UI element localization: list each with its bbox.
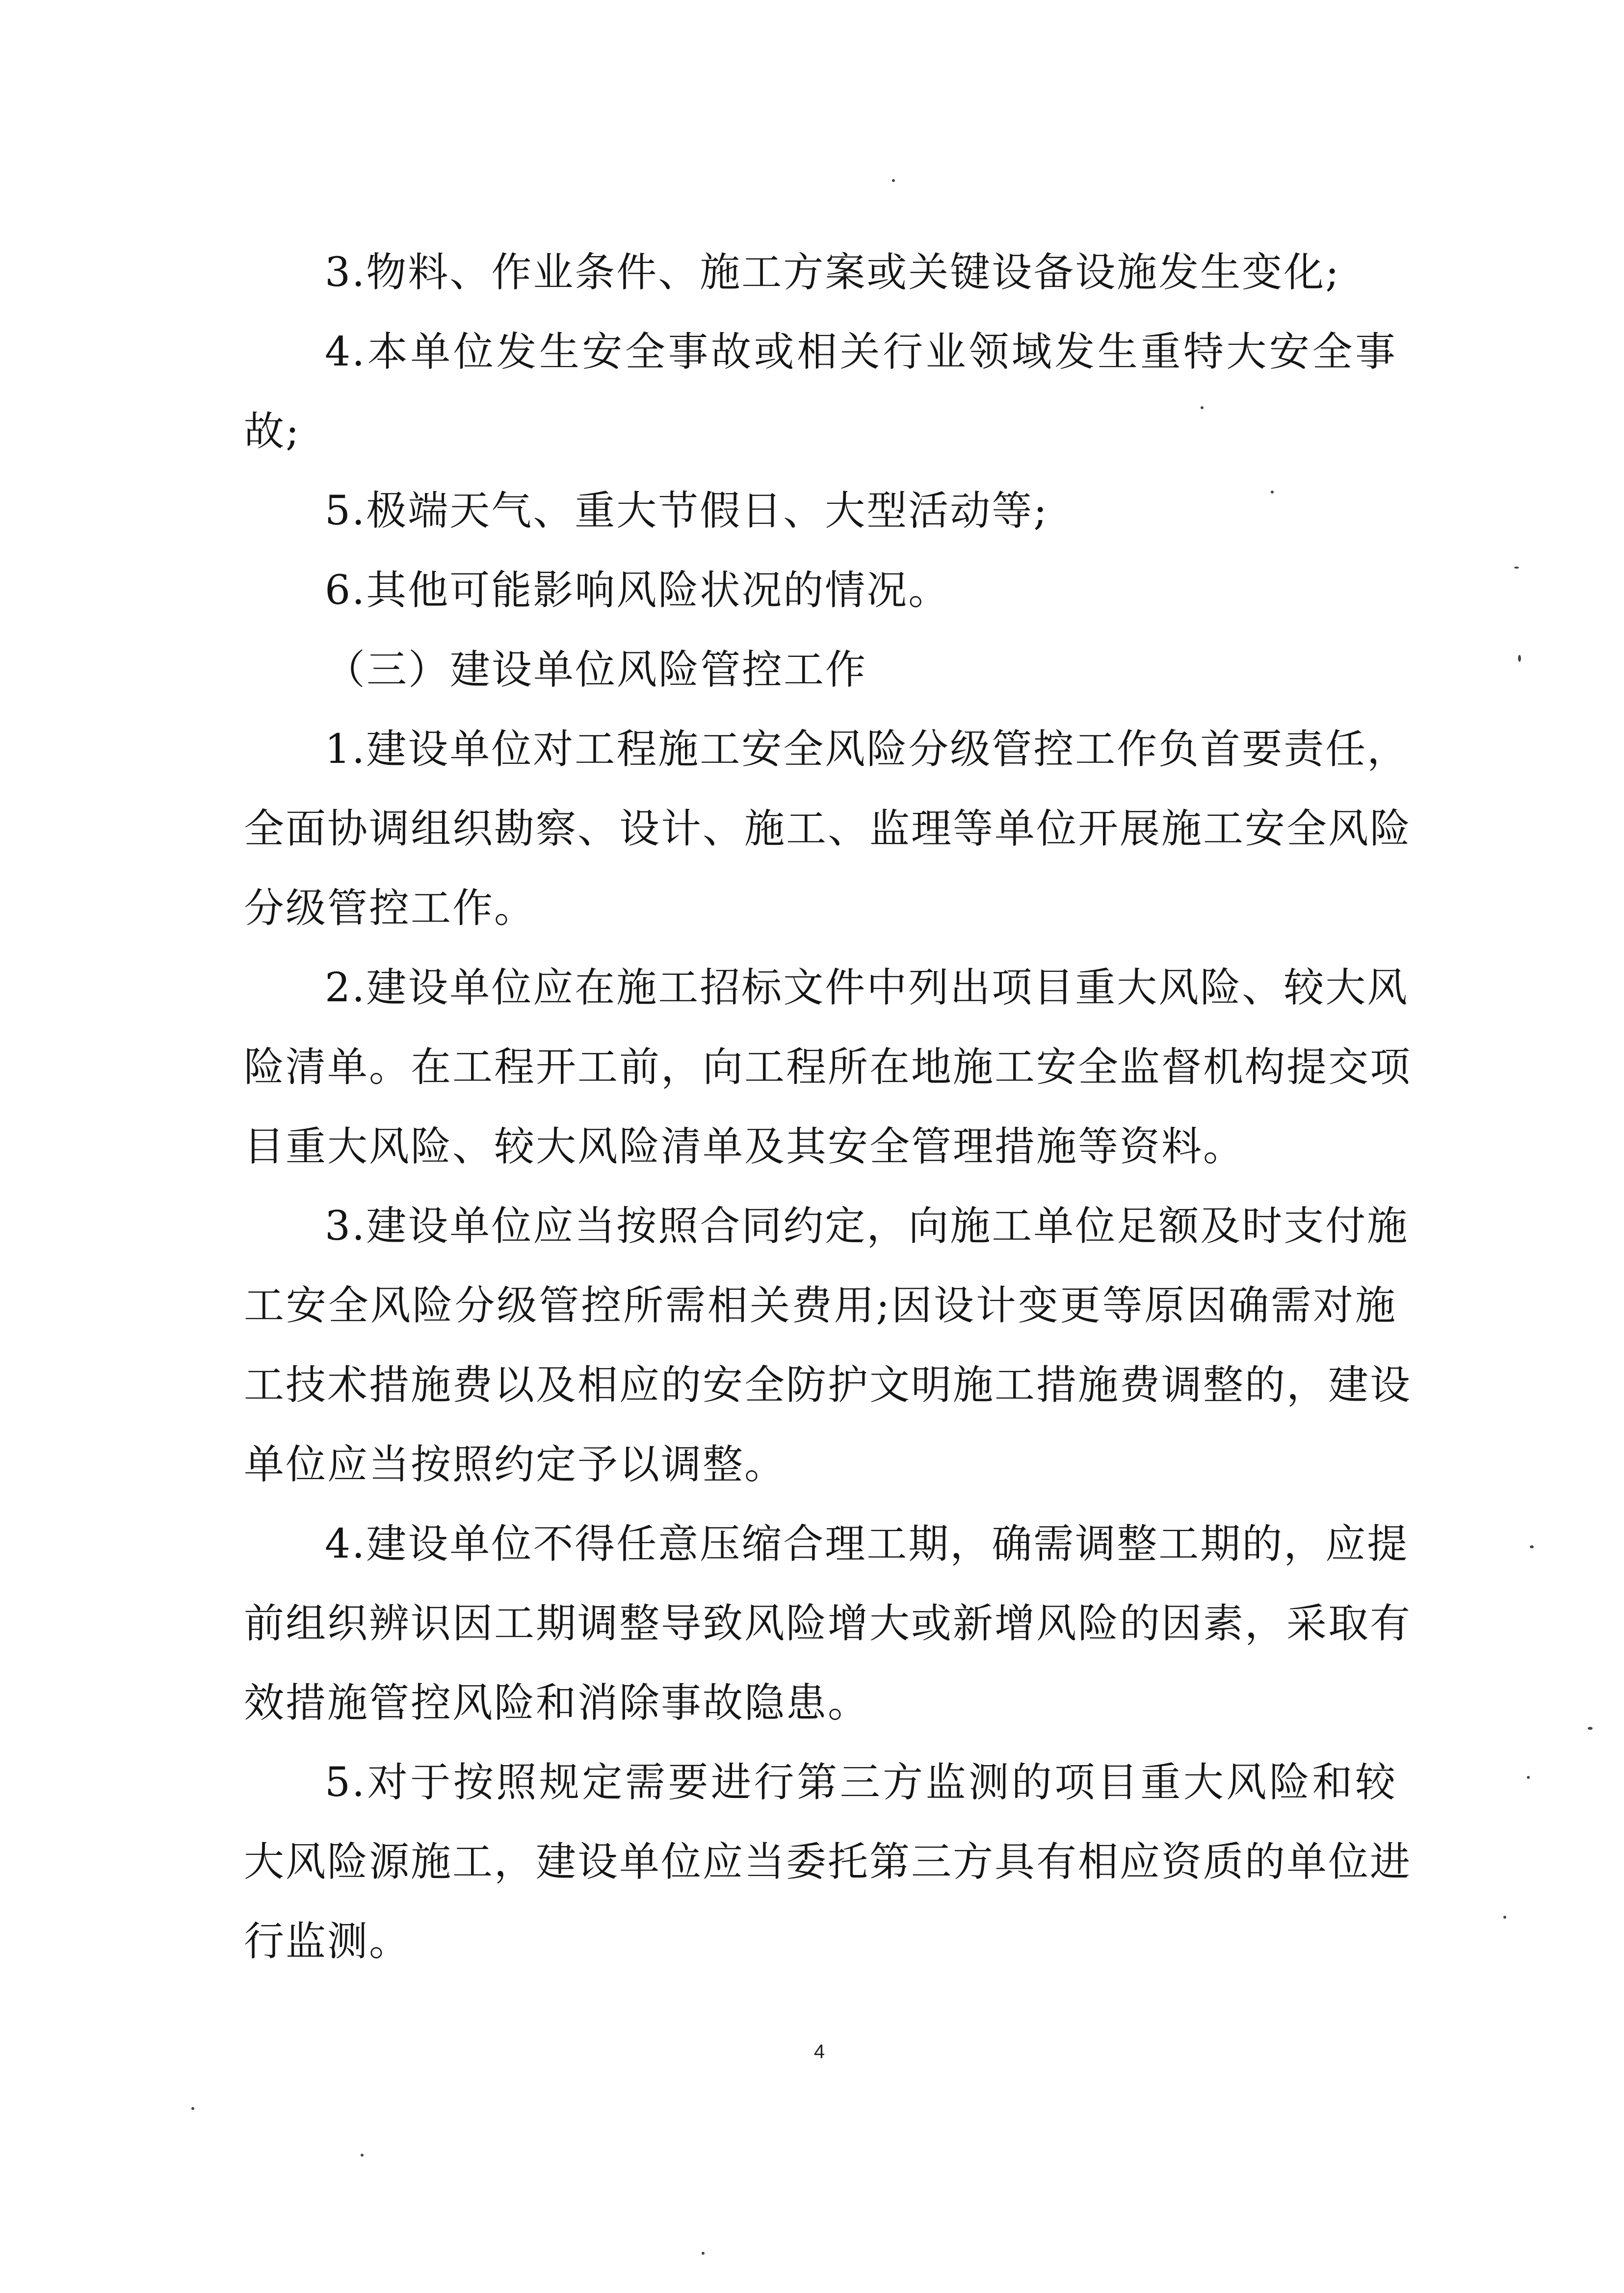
scan-speck (1588, 1727, 1593, 1730)
body-text (244, 233, 1412, 1981)
scan-speck (191, 2107, 194, 2110)
paragraph-3-line-2: 工安全风险分级管控所需相关费用;因设计变更等原因确需对施 (244, 1282, 1397, 1329)
paragraph-3-line-1: 3.建设单位应当按照合同约定，向施工单位足额及时支付施 (325, 1203, 1409, 1250)
scan-speck (1518, 655, 1521, 662)
list-item-3: 3.物料、作业条件、施工方案或关键设备设施发生变化; (325, 249, 1340, 296)
list-item-4: 4.本单位发生安全事故或相关行业领域发生重特大安全事 (325, 329, 1397, 375)
scan-speck (1514, 567, 1519, 569)
paragraph-3-line-4: 单位应当按照约定予以调整。 (244, 1441, 786, 1488)
scan-speck (361, 2154, 364, 2157)
paragraph-4-line-1: 4.建设单位不得任意压缩合理工期，确需调整工期的，应提 (325, 1521, 1409, 1567)
scan-speck (1201, 406, 1204, 409)
paragraph-4-line-2: 前组织辨识因工期调整导致风险增大或新增风险的因素，采取有 (244, 1600, 1412, 1647)
paragraph-4-line-3: 效措施管控风险和消除事故隐患。 (244, 1680, 870, 1726)
scan-speck (1530, 1545, 1534, 1548)
scan-speck (1503, 1916, 1506, 1919)
paragraph-2-line-2: 险清单。在工程开工前，向工程所在地施工安全监督机构提交项 (244, 1044, 1412, 1091)
section-heading: （三）建设单位风险管控工作 (325, 647, 867, 693)
paragraph-1-line-3: 分级管控工作。 (244, 885, 536, 932)
paragraph-3-line-3: 工技术措施费以及相应的安全防护文明施工措施费调整的，建设 (244, 1362, 1412, 1408)
paragraph-2-line-1: 2.建设单位应在施工招标文件中列出项目重大风险、较大风 (325, 964, 1409, 1011)
scan-speck (892, 179, 895, 182)
scan-speck (702, 2252, 705, 2255)
paragraph-5-line-3: 行监测。 (244, 1918, 411, 1965)
list-item-6: 6.其他可能影响风险状况的情况。 (325, 567, 950, 614)
paragraph-5-line-1: 5.对于按照规定需要进行第三方监测的项目重大风险和较 (325, 1759, 1397, 1806)
paragraph-1-line-1: 1.建设单位对工程施工安全风险分级管控工作负首要责任， (325, 726, 1409, 773)
paragraph-2-line-3: 目重大风险、较大风险清单及其安全管理措施等资料。 (244, 1123, 1245, 1170)
list-item-5: 5.极端天气、重大节假日、大型活动等; (325, 488, 1048, 534)
scan-speck (1271, 491, 1274, 494)
page-number: 4 (813, 2041, 825, 2062)
list-item-4-cont: 故; (244, 408, 301, 455)
paragraph-5-line-2: 大风险源施工，建设单位应当委托第三方具有相应资质的单位进 (244, 1839, 1412, 1885)
scan-speck (1527, 1776, 1530, 1779)
paragraph-1-line-2: 全面协调组织勘察、设计、施工、监理等单位开展施工安全风险 (244, 806, 1412, 852)
